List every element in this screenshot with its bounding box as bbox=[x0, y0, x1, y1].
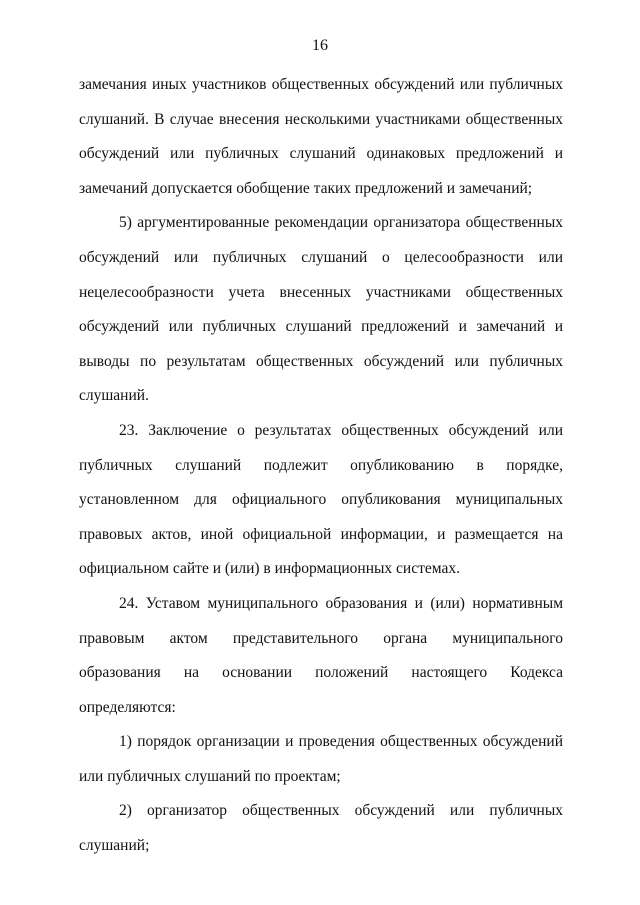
paragraph-continuation: замечания иных участников общественных обсуждений или публичных слушаний. В случае внесения несколькими участниками общественных обсуждений или публичных слушаний одинаковых предложений и замечаний допускается обобщение таких предложений и замечаний; bbox=[79, 76, 563, 197]
paragraph-clause-23: 23. Заключение о результатах общественных обсуждений или публичных слушаний подлежит опубликованию в порядке, установленном для официального опубликования муниципальных правовых актов, иной официальной информации, и размещается на официальном сайте и (или) в информационных системах. bbox=[79, 421, 563, 578]
document-body bbox=[79, 68, 563, 864]
paragraph-item-1: 1) порядок организации и проведения общественных обсуждений или публичных слушаний по проектам; bbox=[79, 733, 563, 785]
paragraph-clause-24: 24. Уставом муниципального образования и (или) нормативным правовым актом представительного органа муниципального образования на основании положений настоящего Кодекса определяются: bbox=[79, 594, 563, 716]
paragraph-item-5: 5) аргументированные рекомендации организатора общественных обсуждений или публичных слушаний о целесообразности или нецелесообразности учета внесенных участниками общественных обсуждений или публичных слушаний предложений и замечаний и выводы по результатам общественных обсуждений или публичных слушаний. bbox=[79, 214, 563, 405]
page-number: 16 bbox=[312, 37, 328, 54]
paragraph-item-2: 2) организатор общественных обсуждений или публичных слушаний; bbox=[79, 802, 563, 855]
